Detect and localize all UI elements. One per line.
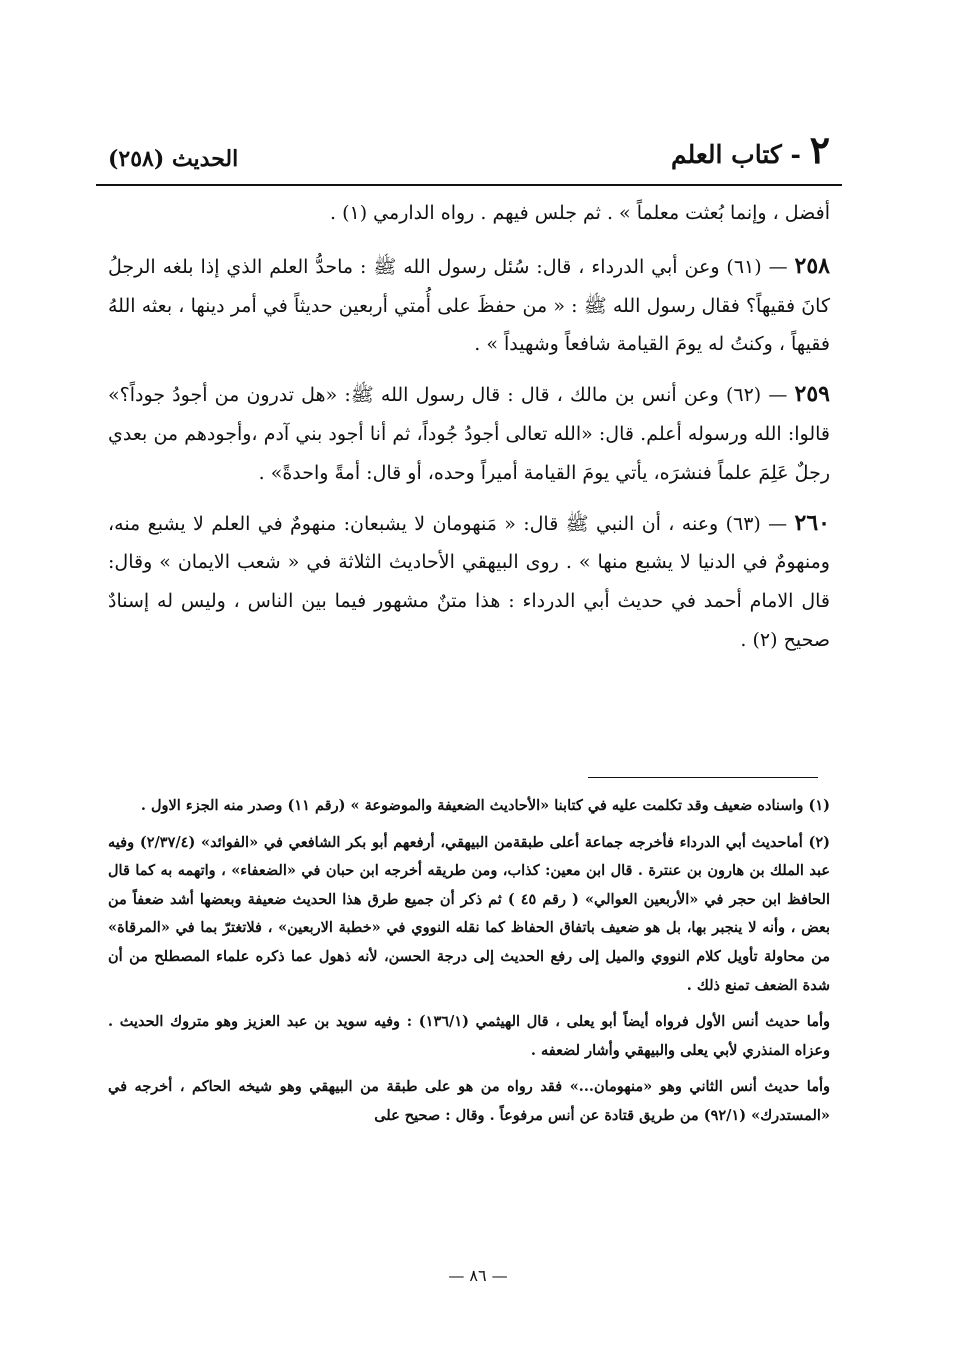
footnote-divider — [588, 777, 818, 778]
footnote: وأما حديث أنس الأول فرواه أيضاً أبو يعلى ، قال الهيثمي (١٣٦/١) : وفيه سويد بن عبد العزيز وهو متروك الحديث . وعزاه المنذري لأبي يعلى والبيهقي وأشار لضعفه . — [108, 1013, 831, 1059]
chapter-title: - كتاب العلم — [670, 140, 801, 169]
hadith-number: ٢٦٠ — [794, 509, 830, 536]
header-divider — [96, 184, 842, 186]
hadith-text: — (٦١) وعن أبي الدرداء ، قال: سُئل رسول الله ﷺ : ماحدُّ العلم الذي إذا بلغه الرجلُ كانَ فقيهاً؟ فقال رسول الله ﷺ : « من حفظَ على أُمتي أربعين حديثاً في أمر دينها ، بعثه اللهُ فقيهاً ، وكنتُ له يومَ القيامة شافعاً وشهيداً » . — [108, 255, 830, 356]
hadith-number: ٢٥٨ — [794, 252, 830, 279]
main-text — [108, 194, 830, 671]
hadith-paragraph — [108, 247, 830, 364]
hadith-paragraph — [108, 504, 830, 660]
hadith-reference: الحديث (٢٥٨) — [108, 146, 239, 172]
footnote: وأما حديث أنس الثاني وهو «منهومان...» فقد رواه من هو على طبقة من البيهقي وهو شيخه الحاكم ، أخرجه في «المستدرك» (٩٢/١) من طريق قتادة عن أنس مرفوعاً . وقال : صحيح على — [108, 1078, 830, 1124]
chapter-number: ٢ — [809, 127, 830, 172]
hadith-paragraph — [108, 375, 830, 492]
hadith-number: ٢٥٩ — [794, 381, 830, 408]
footnotes — [108, 792, 830, 1139]
footnote: (١) واسناده ضعيف وقد تكلمت عليه في كتابنا «الأحاديث الضعيفة والموضوعة » (رقم ١١) وصدر منه الجزء الاول . — [140, 797, 830, 814]
page-header — [108, 128, 830, 172]
hadith-text: — (٦٣) وعنه ، أن النبي ﷺ قال: « مَنهومان لا يشبعان: منهومٌ في العلم لا يشبع منه، ومنهومٌ في الدنيا لا يشبع منها » . روى البيهقي الأحاديث الثلاثة في « شعب الايمان » وقال: قال الامام أحمد في حديث أبي الدرداء : هذا متنٌ مشهور فيما بين الناس ، وليس له إسنادٌ صحيح (٢) . — [108, 512, 830, 651]
hadith-text: — (٦٢) وعن أنس بن مالك ، قال : قال رسول الله ﷺ: «هل تدرون من أجودُ جوداً؟» قالوا: الله ورسوله أعلم. قال: «الله تعالى أجودُ جُوداً، ثم أنا أجود بني آدم ،وأجودهم من بعدي رجلٌ عَلِمَ علماً فنشرَه، يأتي يومَ القيامة أميراً وحده، أو قال: أمةً واحدةً» . — [108, 384, 830, 484]
footnote: (٢) أماحديث أبي الدرداء فأخرجه جماعة أعلى طبقةمن البيهقي، أرفعهم أبو بكر الشافعي في «الفوائد» (٢/٣٧/٤) وفيه عبد الملك بن هارون بن عنترة . قال ابن معين: كذاب، ومن طريقه أخرجه ابن حبان في «الضعفاء» ، واتهمه به كما قال الحافظ ابن حجر في «الأربعين العوالي» ( رقم ٤٥ ) ثم ذكر أن جميع طرق هذا الحديث ضعيفة وبعضها أشد ضعفاً من بعض ، وأنه لا ينجبر بها، بل هو ضعيف باتفاق الحفاظ كما نقله النووي في «خطبة الاربعين» ، فلاتغترّ بما في «المرقاة» من محاولة تأويل كلام النووي والميل إلى رفع الحديث إلى درجة الحسن، لأنه ذهول عما ذكره علماء المصطلح من أن شدة الضعف تمنع ذلك . — [108, 833, 830, 994]
chapter-heading — [671, 127, 830, 172]
page-number: — ٨٦ — — [448, 1266, 508, 1285]
continuation-paragraph: أفضل ، وإنما بُعثت معلماً » . ثم جلس فيهم . رواه الدارمي (١) . — [330, 202, 830, 224]
